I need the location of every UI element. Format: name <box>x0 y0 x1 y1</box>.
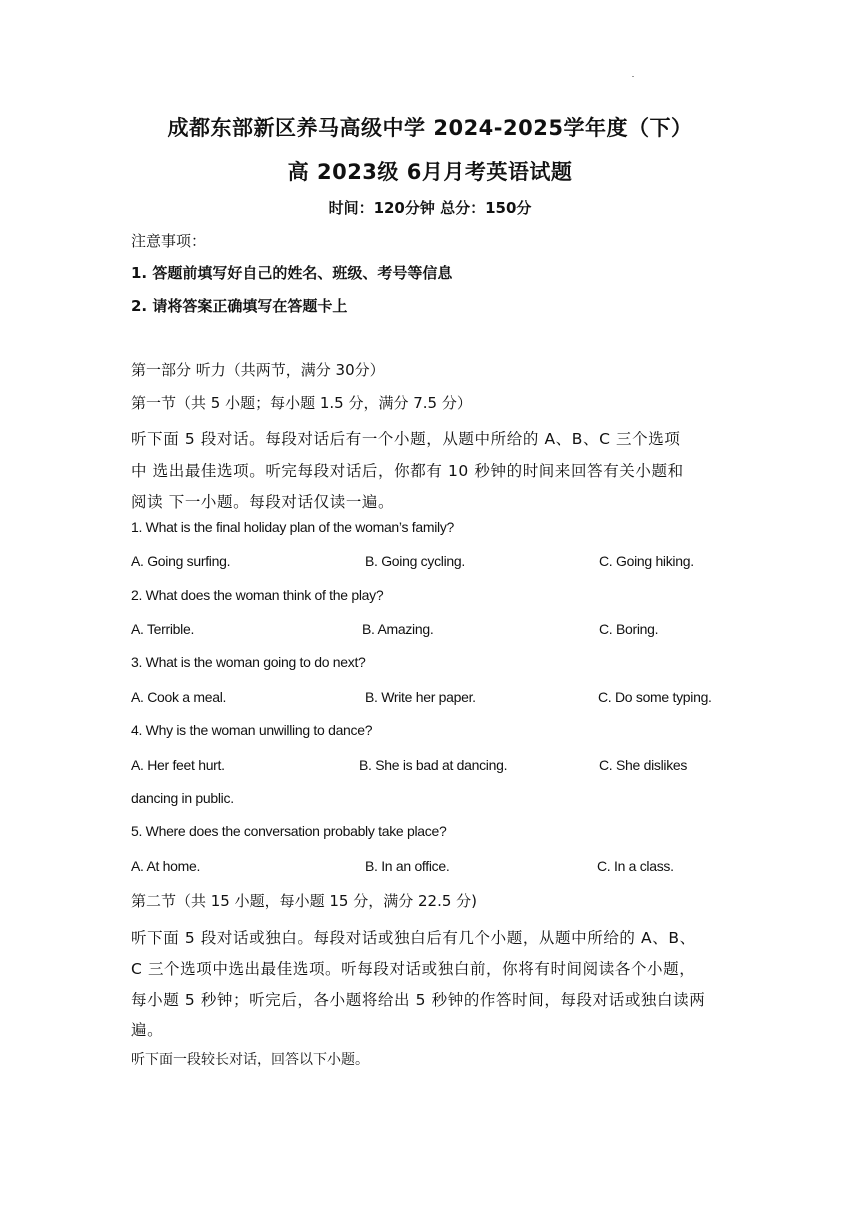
section2-instruction-line: 听下面 5 段对话或独白。每段对话或独白后有几个小题，从题中所给的 A、B、 <box>131 929 696 947</box>
section2-instruction-line: C 三个选项中选出最佳选项。听每段对话或独白前，你将有时间阅读各个小题， <box>131 960 696 978</box>
question-1-option-c: C. Going hiking. <box>599 553 694 569</box>
question-2-option-c: C. Boring. <box>599 621 659 637</box>
section2-heading: 第二节（共 15 小题，每小题 15 分，满分 22.5 分) <box>131 892 478 910</box>
scan-speck <box>632 76 634 77</box>
exam-title-line1: 成都东部新区养马高级中学 2024-2025学年度（下） <box>167 116 693 140</box>
question-5-option-c: C. In a class. <box>597 858 674 874</box>
notice-item-2: 2. 请将答案正确填写在答题卡上 <box>131 297 348 315</box>
section1-instruction-line: 听下面 5 段对话。每段对话后有一个小题，从题中所给的 A、B、C 三个选项 <box>131 430 681 448</box>
question-2-stem: 2. What does the woman think of the play? <box>131 587 384 603</box>
question-3-option-b: B. Write her paper. <box>365 689 476 705</box>
section2-lead-in: 听下面一段较长对话，回答以下小题。 <box>131 1052 369 1068</box>
question-4-option-c-continuation: dancing in public. <box>131 790 234 806</box>
section1-instruction-line: 中 选出最佳选项。听完每段对话后，你都有 10 秒钟的时间来回答有关小题和 <box>131 462 684 480</box>
section2-instruction-line: 遍。 <box>131 1021 164 1039</box>
question-1-option-b: B. Going cycling. <box>365 553 465 569</box>
exam-time-info: 时间：120分钟 总分：150分 <box>328 199 532 217</box>
section1-instruction-line: 阅读 下一小题。每段对话仅读一遍。 <box>131 493 395 511</box>
question-3-stem: 3. What is the woman going to do next? <box>131 654 366 670</box>
question-5-stem: 5. Where does the conversation probably take place? <box>131 823 447 839</box>
question-5-option-a: A. At home. <box>131 858 201 874</box>
question-5-option-b: B. In an office. <box>365 858 450 874</box>
exam-title-line2: 高 2023级 6月月考英语试题 <box>287 160 573 184</box>
question-3-option-a: A. Cook a meal. <box>131 689 227 705</box>
notice-heading: 注意事项： <box>131 232 207 250</box>
question-4-option-c: C. She dislikes <box>599 757 688 773</box>
question-3-option-c: C. Do some typing. <box>598 689 712 705</box>
question-1-option-a: A. Going surfing. <box>131 553 231 569</box>
question-2-option-b: B. Amazing. <box>362 621 434 637</box>
question-4-option-b: B. She is bad at dancing. <box>359 757 508 773</box>
notice-item-1: 1. 答题前填写好自己的姓名、班级、考号等信息 <box>131 264 453 282</box>
question-4-stem: 4. Why is the woman unwilling to dance? <box>131 722 373 738</box>
question-2-option-a: A. Terrible. <box>131 621 195 637</box>
part1-heading: 第一部分 听力（共两节，满分 30分） <box>131 361 385 379</box>
section1-heading: 第一节（共 5 小题；每小题 1.5 分，满分 7.5 分） <box>131 394 472 412</box>
question-1-stem: 1. What is the final holiday plan of the woman’s family? <box>131 519 455 535</box>
section2-instruction-line: 每小题 5 秒钟；听完后，各小题将给出 5 秒钟的作答时间，每段对话或独白读两 <box>131 991 706 1009</box>
question-4-option-a: A. Her feet hurt. <box>131 757 225 773</box>
